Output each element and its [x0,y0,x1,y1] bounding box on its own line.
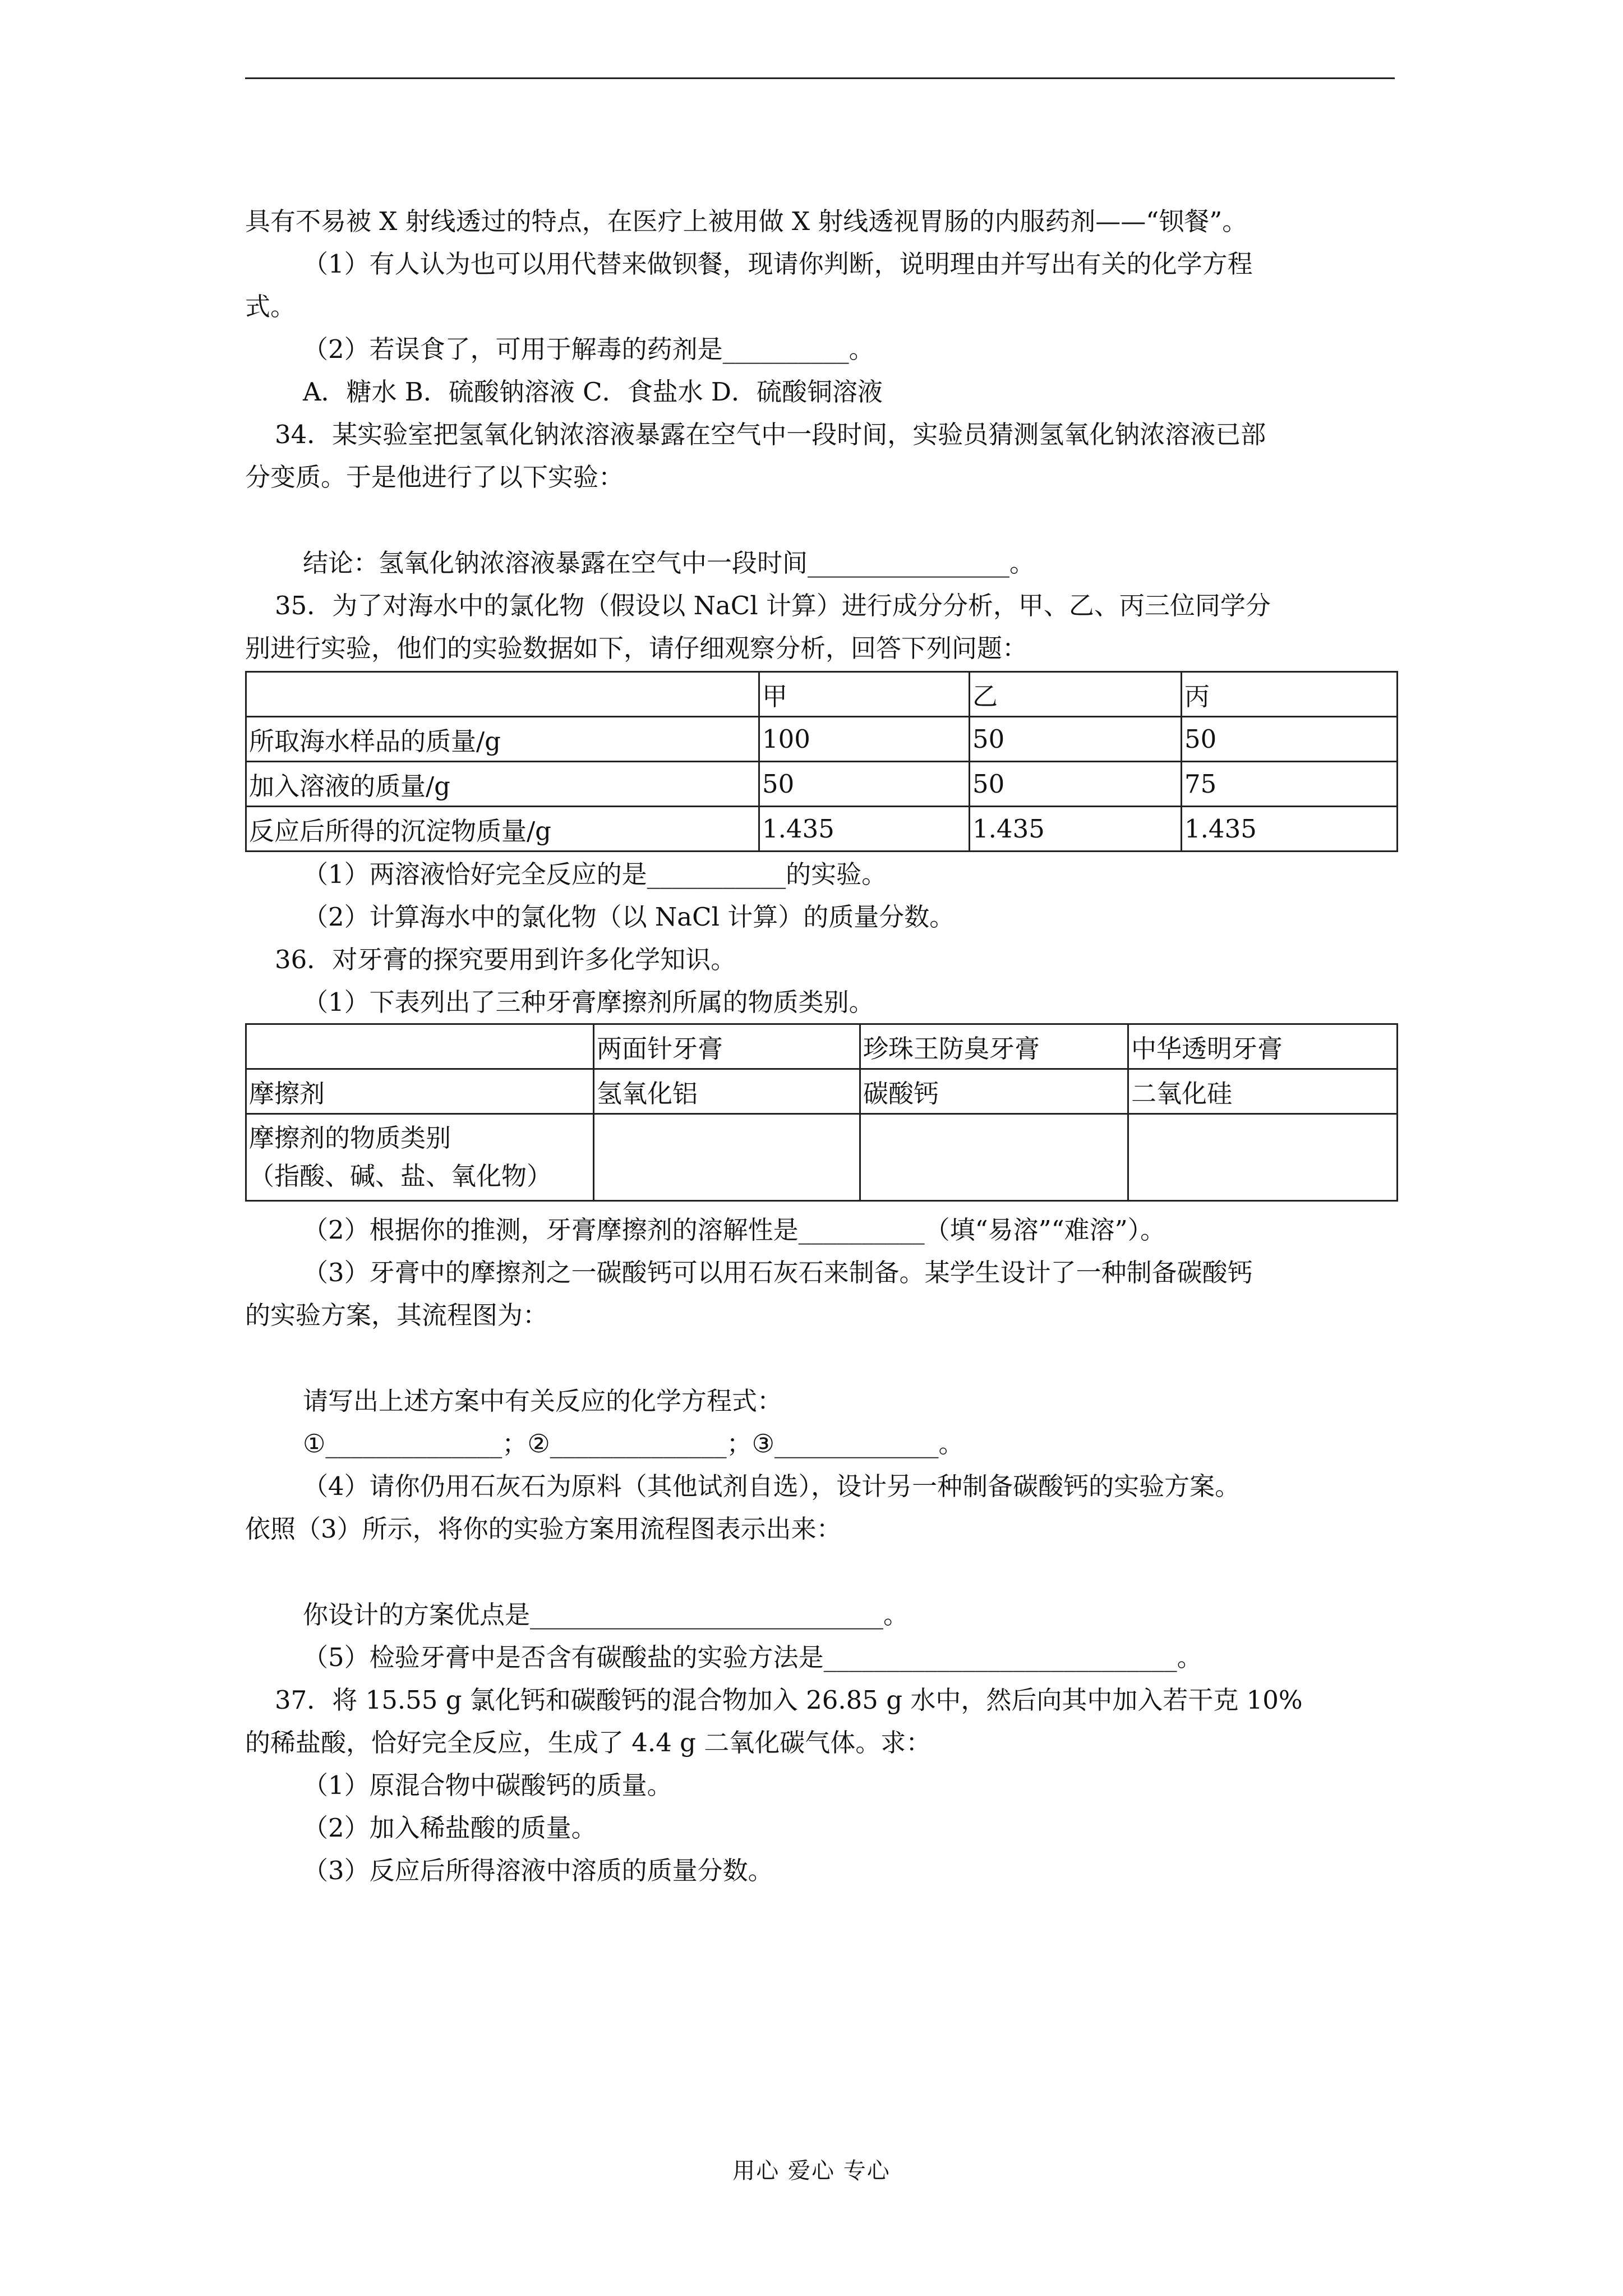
text-line: （5）检验牙膏中是否含有碳酸盐的实验方法是____________________________。 [303,1642,1202,1672]
table-cell: （指酸、碱、盐、氧化物） [249,1161,552,1191]
question-36: 36．对牙膏的探究要用到许多化学知识。 [275,945,736,974]
blank-answer-cell [860,1114,1128,1201]
table-row [246,717,1398,762]
text-line: 的实验方案，其流程图为： [245,1300,548,1330]
text-line: （2）计算海水中的氯化物（以 NaCl 计算）的质量分数。 [303,902,955,932]
text-line: （4）请你仍用石灰石为原料（其他试剂自选），设计另一种制备碳酸钙的实验方案。 [303,1471,1241,1501]
table-cell: 50 [970,762,1182,807]
table-cell: 75 [1182,762,1398,807]
header-rule [245,77,1395,79]
blank-answer-cell [594,1114,860,1201]
table-cell: 碳酸钙 [860,1069,1128,1114]
table-cell: 1.435 [970,807,1182,852]
table-cell: 摩擦剂 [246,1069,594,1114]
equation-blanks: ①______________；②______________；③_____________。 [303,1429,964,1458]
text-line: 请写出上述方案中有关反应的化学方程式： [303,1386,783,1416]
table-cell: 反应后所得的沉淀物质量/g [246,807,759,852]
text-line: （2）根据你的推测，牙膏摩擦剂的溶解性是__________（填“易溶”“难溶”）。 [303,1215,1166,1245]
toothpaste-table [245,1023,1398,1202]
text-line: 你设计的方案优点是____________________________。 [303,1600,909,1630]
table-cell: 100 [759,717,970,762]
table-cell: 50 [970,717,1182,762]
text-line: 别进行实验，他们的实验数据如下，请仔细观察分析，回答下列问题： [245,633,1028,663]
table-row [246,762,1398,807]
table-header-cell: 中华透明牙膏 [1128,1024,1398,1069]
text-line: （2）加入稀盐酸的质量。 [303,1813,597,1843]
table-cell: 加入溶液的质量/g [246,762,759,807]
text-line: （1）两溶液恰好完全反应的是___________的实验。 [303,859,887,889]
text-line: （3）反应后所得溶液中溶质的质量分数。 [303,1856,773,1885]
text-line: 具有不易被 X 射线透过的特点，在医疗上被用做 X 射线透视胃肠的内服药剂——“钡餐”。 [245,206,1248,236]
options-line: A．糖水 B．硫酸钠溶液 C．食盐水 D．硫酸铜溶液 [303,377,883,407]
question-34: 34．某实验室把氢氧化钠浓溶液暴露在空气中一段时间，实验员猜测氢氧化钠浓溶液已部 [275,420,1266,449]
table-cell: 50 [1182,717,1398,762]
conclusion-line: 结论：氢氧化钠浓溶液暴露在空气中一段时间________________。 [303,548,1035,578]
table-cell: 所取海水样品的质量/g [246,717,759,762]
text-line: （1）有人认为也可以用代替来做钡餐，现请你判断，说明理由并写出有关的化学方程 [303,249,1253,279]
question-35: 35．为了对海水中的氯化物（假设以 NaCl 计算）进行成分分析，甲、乙、丙三位同学分 [275,591,1271,620]
table-row [246,1069,1398,1114]
text-line: （2）若误食了，可用于解毒的药剂是__________。 [303,334,874,364]
table-header-cell: 珍珠王防臭牙膏 [860,1024,1128,1069]
table-cell: 1.435 [1182,807,1398,852]
text-line: 的稀盐酸，恰好完全反应，生成了 4.4 g 二氧化碳气体。求： [245,1728,932,1757]
table-header-cell: 乙 [970,672,1182,717]
text-line: 依照（3）所示，将你的实验方案用流程图表示出来： [245,1514,842,1544]
question-37: 37．将 15.55 g 氯化钙和碳酸钙的混合物加入 26.85 g 水中，然后向其中加入若干克 10% [275,1685,1303,1715]
table-header-cell: 甲 [759,672,970,717]
text-line: （1）原混合物中碳酸钙的质量。 [303,1770,672,1800]
table-cell: 50 [759,762,970,807]
table-cell: 二氧化硅 [1128,1069,1398,1114]
seawater-table [245,671,1398,852]
table-header-cell [246,1024,594,1069]
table-header-cell: 丙 [1182,672,1398,717]
text-line: （1）下表列出了三种牙膏摩擦剂所属的物质类别。 [303,987,874,1017]
page-footer: 用心 爱心 专心 [732,2158,891,2184]
table-cell: 摩擦剂的物质类别 [249,1123,451,1153]
table-cell: 1.435 [759,807,970,852]
table-header-cell [246,672,759,717]
table-header-cell: 两面针牙膏 [594,1024,860,1069]
blank-answer-cell [1128,1114,1398,1201]
text-line: 式。 [245,292,296,321]
table-row [246,807,1398,852]
table-cell: 氢氧化铝 [594,1069,860,1114]
table-row [246,1114,1398,1201]
text-line: 分变质。于是他进行了以下实验： [245,462,624,492]
text-line: （3）牙膏中的摩擦剂之一碳酸钙可以用石灰石来制备。某学生设计了一种制备碳酸钙 [303,1258,1253,1287]
